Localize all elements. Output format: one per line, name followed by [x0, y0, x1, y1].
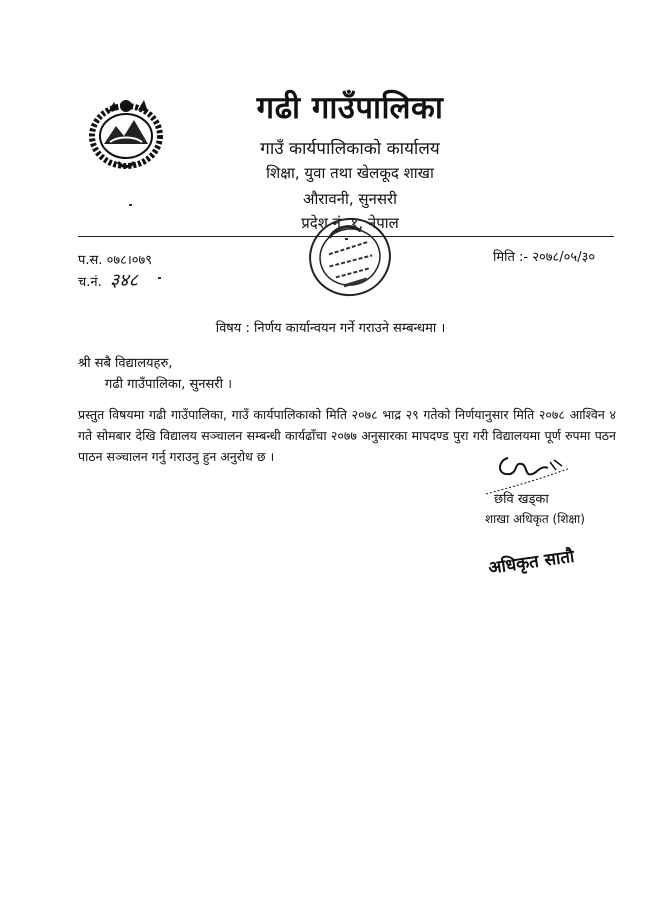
office-name: गाउँ कार्यपालिकाको कार्यालय [260, 139, 440, 159]
office-stamp [300, 212, 400, 302]
scan-speck [345, 238, 348, 240]
scan-speck [129, 204, 132, 206]
recipient-line-2: गढी गाउँपालिका, सुनसरी । [105, 377, 233, 392]
signatory-post: शाखा अधिकृत (शिक्षा) [485, 512, 585, 526]
municipality-title: गढी गाउँपालिका [256, 90, 444, 126]
handwritten-note: अधिकृत सातौ [487, 546, 576, 579]
dispatch-number-label: च.नं. [78, 275, 102, 290]
letter-body-text: प्रस्तुत विषयमा गढी गाउँपालिका, गाउँ कार्यपालिकाको मिति २०७८ भाद्र २९ गतेको निर्णयानुसार मिति २०७८ आश्विन ४ गते सोमबार देखि विद्यालय सञ्चालन सम्बन्धी कार्यढाँचा २०७७ अनुसारका मापदण्ड पुरा गरी विद्यालयमा पूर्ण रुपमा पठन पाठन सञ्चालन गर्नु गराउनु हुन अनुरोध छ । [78, 407, 616, 464]
letter-subject: विषय : निर्णय कार्यान्वयन गर्ने गराउने सम्बन्धमा । [215, 321, 446, 336]
signatory-name: छवि खड्का [494, 492, 549, 507]
dispatch-number [78, 268, 138, 292]
government-emblem [78, 92, 174, 172]
dispatch-number-value: ३४८ [109, 270, 138, 291]
address-line: औरावनी, सुनसरी [302, 190, 398, 208]
branch-name: शिक्षा, युवा तथा खेलकूद शाखा [266, 164, 434, 182]
province-line: प्रदेश नं. १, नेपाल [301, 214, 399, 232]
letter-reference-number: प.स. ०७८।०७९ [78, 253, 153, 268]
recipient-line-1: श्री सबै विद्यालयहरु, [78, 356, 173, 371]
letter-date: मिति :- २०७८/०५/३० [493, 250, 596, 265]
scan-speck [158, 277, 161, 279]
